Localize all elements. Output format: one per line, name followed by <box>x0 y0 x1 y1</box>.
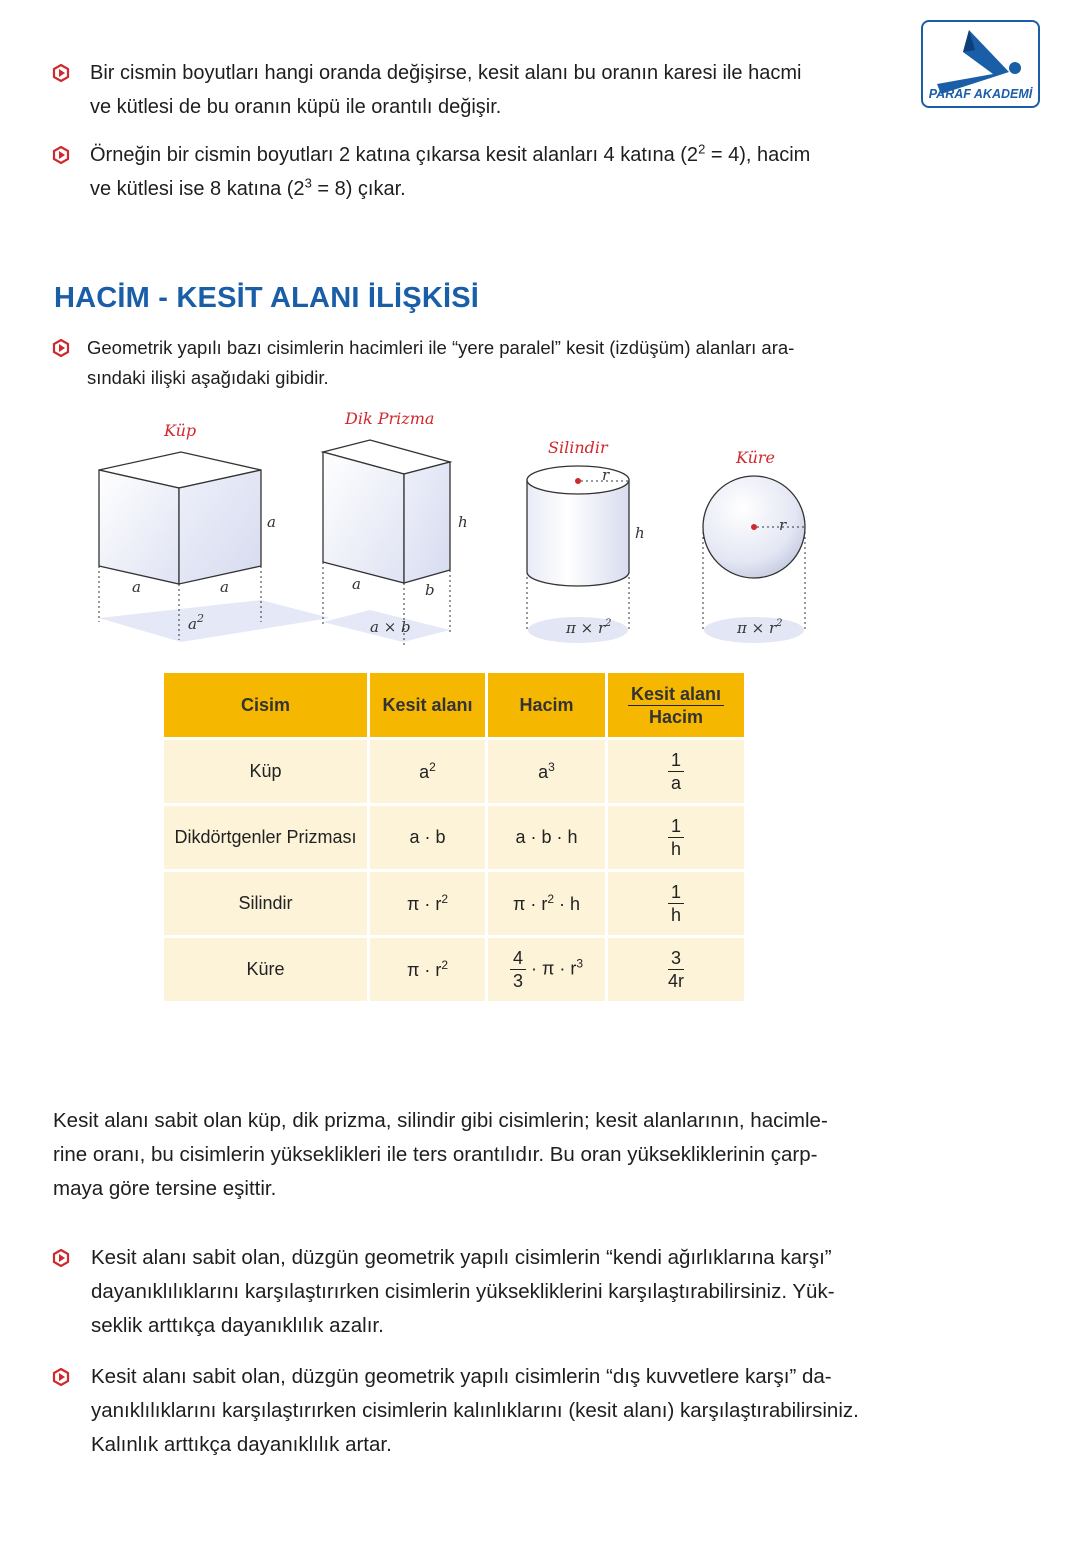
cell-volume: $a^3$ <box>487 739 607 805</box>
cube-base-label: a <box>132 578 141 596</box>
cell-name: Silindir <box>163 871 369 937</box>
table-row <box>163 805 746 871</box>
header-ratio: $\frac{\text{Kesit alanı}}{\text{Hacim}}$ <box>607 672 746 739</box>
table-row <box>163 937 746 1003</box>
section-intro: Geometrik yapılı bazı cisimlerin hacimleri ile “yere paralel” kesit (izdüşüm) alanları ara- sındaki ilişki aşağıdaki gibidir. <box>87 337 795 388</box>
header-kesit-alani: Kesit alanı <box>369 672 487 739</box>
cylinder-height-label: h <box>635 524 645 542</box>
cube-area-label: $a^2$ <box>188 612 204 633</box>
bullet-icon <box>52 1249 70 1267</box>
bottom-bullet-1: Kesit alanı sabit olan, düzgün geometrik yapılı cisimlerin “kendi ağırlıklarına karşı” dayanıklılıklarını karşılaştırırken cisimlerin yüksekliklerini karşılaştırabilirsiniz. Yük- seklik arttıkça dayanıklılık azalır. <box>91 1246 835 1337</box>
table-header-row <box>163 672 746 739</box>
cell-ratio: $\frac{1}{a}$ <box>607 739 746 805</box>
bullet-icon <box>52 64 70 82</box>
prism-base-b-label: b <box>425 581 435 599</box>
header-cisim: Cisim <box>163 672 369 739</box>
prism-height-label: h <box>458 513 468 531</box>
header-hacim: Hacim <box>487 672 607 739</box>
cell-area: a · b <box>369 805 487 871</box>
bullet-icon <box>52 1368 70 1386</box>
cell-name: Dikdörtgenler Prizması <box>163 805 369 871</box>
cylinder-radius-label: r <box>602 466 610 484</box>
brand-logo <box>921 20 1040 108</box>
cell-ratio: $\frac{1}{h}$ <box>607 805 746 871</box>
cell-ratio: $\frac{3}{4r}$ <box>607 937 746 1003</box>
sphere-figure <box>703 448 805 643</box>
table-row <box>163 739 746 805</box>
sphere-label: Küre <box>736 448 776 467</box>
prism-base-a-label: a <box>352 575 361 593</box>
cube-edge-label: a <box>267 513 276 531</box>
cube-label: Küp <box>164 421 197 440</box>
cell-area: $\pi \cdot r^2$ <box>369 871 487 937</box>
bullet-icon <box>52 146 70 164</box>
sphere-area-label: $\pi \times r^2$ <box>737 618 783 637</box>
cell-volume: $\pi \cdot r^2 \cdot h$ <box>487 871 607 937</box>
cell-volume: a · b · h <box>487 805 607 871</box>
cell-area: $a^2$ <box>369 739 487 805</box>
section-title: HACİM - KESİT ALANI İLİŞKİSİ <box>54 282 480 314</box>
table-row <box>163 871 746 937</box>
volume-area-table <box>161 670 747 1004</box>
cylinder-figure <box>527 438 645 643</box>
cylinder-label: Silindir <box>548 438 608 457</box>
cell-ratio: $\frac{1}{h}$ <box>607 871 746 937</box>
bottom-bullet-2: Kesit alanı sabit olan, düzgün geometrik yapılı cisimlerin “dış kuvvetlere karşı” da- yanıklılıklarını karşılaştırırken cisimlerin kalınlıklarını (kesit alanı) karşılaştırabilirsiniz. Kalınlık arttıkça dayanıklılık artar. <box>91 1365 859 1456</box>
logo-text: PARAF AKADEMİ <box>928 87 1033 101</box>
prism-area-label: a × b <box>370 618 411 636</box>
prism-label: Dik Prizma <box>345 409 435 428</box>
explanation-paragraph: Kesit alanı sabit olan küp, dik prizma, silindir gibi cisimlerin; kesit alanlarının, hacimle- rine oranı, bu cisimlerin yükseklikleri ile ters orantılıdır. Bu oran yüksekliklerinin çarp- maya göre tersine eşittir. <box>53 1109 828 1200</box>
cell-area: $\pi \cdot r^2$ <box>369 937 487 1003</box>
cell-name: Küre <box>163 937 369 1003</box>
bullet-icon <box>52 339 70 357</box>
solids-figure <box>80 400 840 660</box>
cube-base-label: a <box>220 578 229 596</box>
cell-name: Küp <box>163 739 369 805</box>
cube-figure <box>99 421 330 642</box>
intro-paragraph-2: Örneğin bir cismin boyutları 2 katına çıkarsa kesit alanları 4 katına $(2^2 = 4)$, hacim ve kütlesi ise 8 katına $(2^3 = 8)$ çıkar. <box>90 141 811 200</box>
sphere-radius-label: r <box>779 516 787 534</box>
intro-paragraph-1: Bir cismin boyutları hangi oranda değişirse, kesit alanı bu oranın karesi ile hacmi ve kütlesi de bu oranın küpü ile orantılı değişir. <box>90 62 802 118</box>
prism-figure <box>323 409 468 645</box>
cylinder-area-label: $\pi \times r^2$ <box>566 618 612 637</box>
cell-volume: $\frac{4}{3}$ · $\pi \cdot r^3$ <box>487 937 607 1003</box>
